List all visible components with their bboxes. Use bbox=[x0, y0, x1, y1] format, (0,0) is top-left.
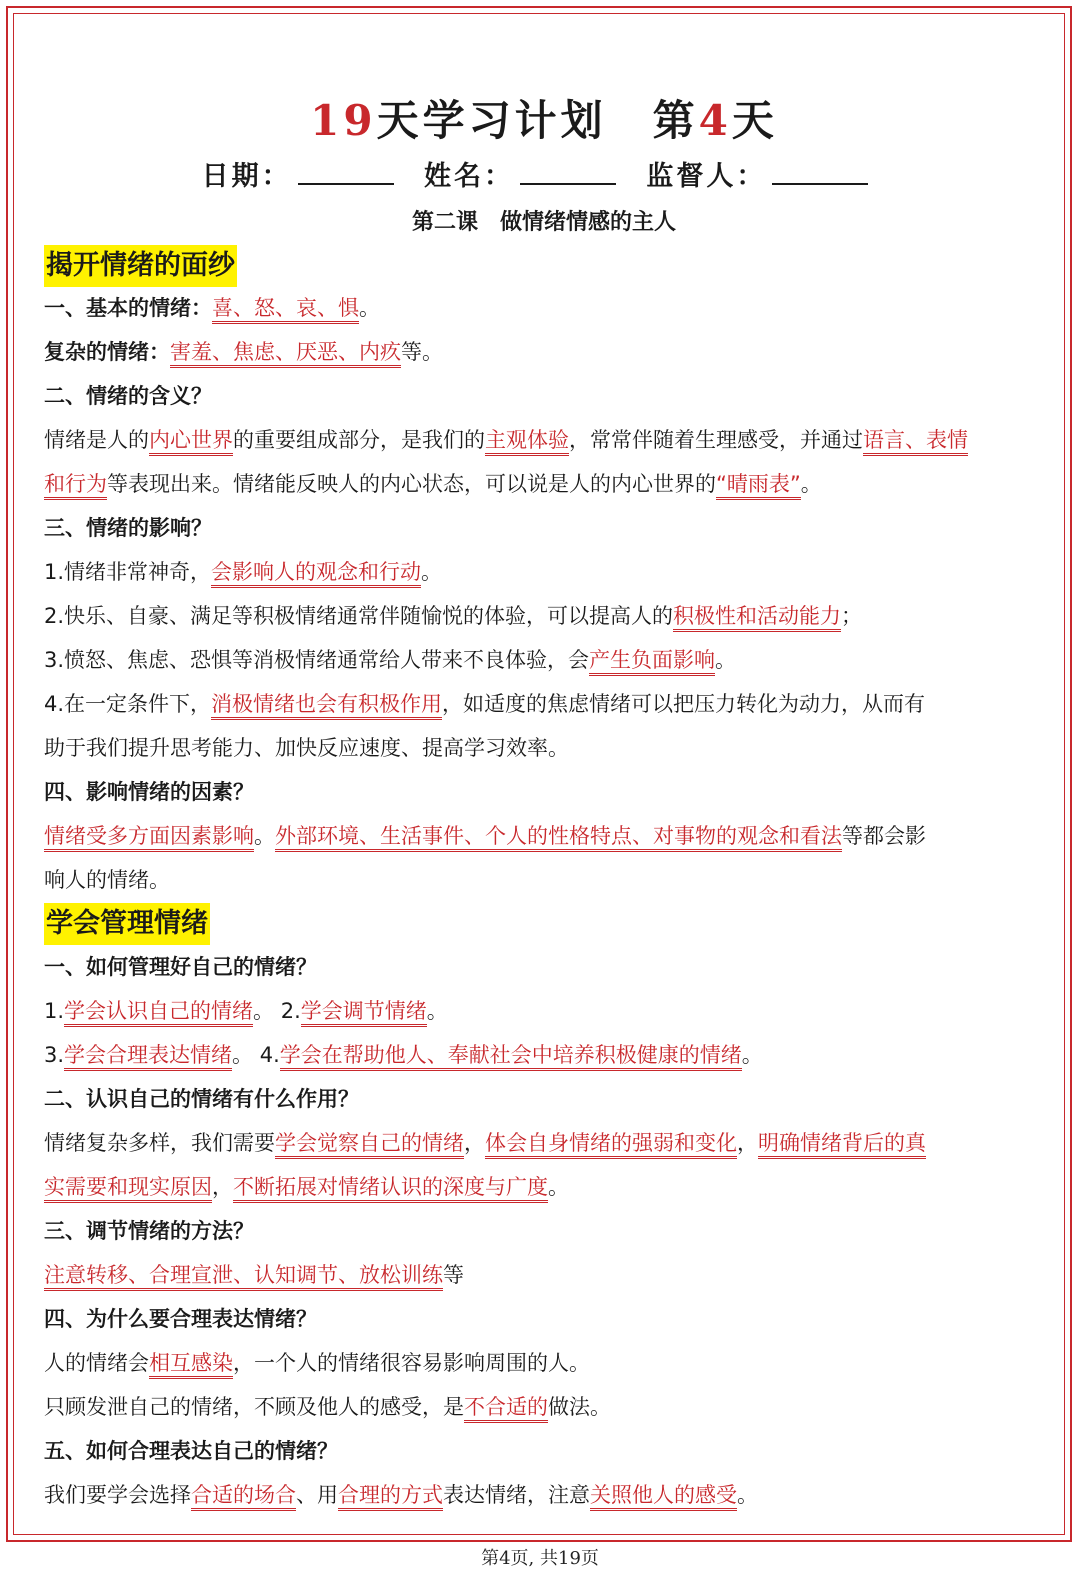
paragraph-line: 和行为等表现出来。情绪能反映人的内心状态，可以说是人的内心世界的“晴雨表”。 bbox=[44, 469, 1044, 499]
date-label: 日期： bbox=[201, 161, 292, 192]
date-blank bbox=[298, 161, 394, 185]
list-item: 1.学会认识自己的情绪。 2.学会调节情绪。 bbox=[44, 996, 1044, 1026]
list-item: 1.情绪非常神奇，会影响人的观念和行动。 bbox=[44, 557, 1044, 587]
page-footer: 第4页, 共19页 bbox=[481, 1548, 599, 1569]
question-heading: 二、认识自己的情绪有什么作用？ bbox=[44, 1087, 359, 1111]
question-heading: 一、如何管理好自己的情绪？ bbox=[44, 955, 317, 979]
question-heading: 三、情绪的影响？ bbox=[44, 516, 212, 540]
list-item-continued: 助于我们提升思考能力、加快反应速度、提高学习效率。 bbox=[44, 736, 569, 760]
paragraph-line: 情绪是人的内心世界的重要组成部分，是我们的主观体验，常常伴随着生理感受，并通过语言、表情 bbox=[44, 425, 1044, 455]
list-item: 2.快乐、自豪、满足等积极情绪通常伴随愉悦的体验，可以提高人的积极性和活动能力； bbox=[44, 601, 1044, 631]
page-title: 19天学习计划 第4天 bbox=[310, 96, 778, 145]
list-item: 3.学会合理表达情绪。 4.学会在帮助他人、奉献社会中培养积极健康的情绪。 bbox=[44, 1040, 1044, 1070]
list-item: 3.愤怒、焦虑、恐惧等消极情绪通常给人带来不良体验，会产生负面影响。 bbox=[44, 645, 1044, 675]
basic-emotions-line: 一、基本的情绪：喜、怒、哀、惧。 bbox=[44, 293, 1044, 323]
question-heading: 四、影响情绪的因素？ bbox=[44, 780, 254, 804]
name-label: 姓名： bbox=[424, 161, 514, 192]
paragraph-line: 响人的情绪。 bbox=[44, 868, 170, 892]
paragraph-line: 实需要和现实原因，不断拓展对情绪认识的深度与广度。 bbox=[44, 1172, 1044, 1202]
supervisor-blank bbox=[772, 161, 868, 185]
name-blank bbox=[520, 161, 616, 185]
complex-emotions-line: 复杂的情绪：害羞、焦虑、厌恶、内疚等。 bbox=[44, 337, 1044, 367]
question-heading: 五、如何合理表达自己的情绪？ bbox=[44, 1439, 338, 1463]
paragraph-line: 只顾发泄自己的情绪，不顾及他人的感受，是不合适的做法。 bbox=[44, 1392, 1044, 1422]
paragraph-line: 情绪复杂多样，我们需要学会觉察自己的情绪，体会自身情绪的强弱和变化，明确情绪背后的真 bbox=[44, 1128, 1044, 1158]
question-heading: 四、为什么要合理表达情绪？ bbox=[44, 1307, 317, 1331]
paragraph-line: 注意转移、合理宣泄、认知调节、放松训练等 bbox=[44, 1260, 1044, 1290]
supervisor-label: 监督人： bbox=[646, 161, 767, 192]
paragraph-line: 人的情绪会相互感染，一个人的情绪很容易影响周围的人。 bbox=[44, 1348, 1044, 1378]
paragraph-line: 情绪受多方面因素影响。外部环境、生活事件、个人的性格特点、对事物的观念和看法等都会影 bbox=[44, 821, 1044, 851]
meta-row bbox=[44, 154, 1044, 193]
section-heading-1: 揭开情绪的面纱 bbox=[44, 245, 237, 287]
lesson-title: 第二课 做情绪情感的主人 bbox=[411, 210, 677, 235]
paragraph-line: 我们要学会选择合适的场合、用合理的方式表达情绪，注意关照他人的感受。 bbox=[44, 1480, 1044, 1510]
question-heading: 三、调节情绪的方法？ bbox=[44, 1219, 254, 1243]
list-item: 4.在一定条件下，消极情绪也会有积极作用，如适度的焦虑情绪可以把压力转化为动力，从而有 bbox=[44, 689, 1044, 719]
section-heading-2: 学会管理情绪 bbox=[44, 903, 210, 945]
question-heading: 二、情绪的含义？ bbox=[44, 384, 212, 408]
